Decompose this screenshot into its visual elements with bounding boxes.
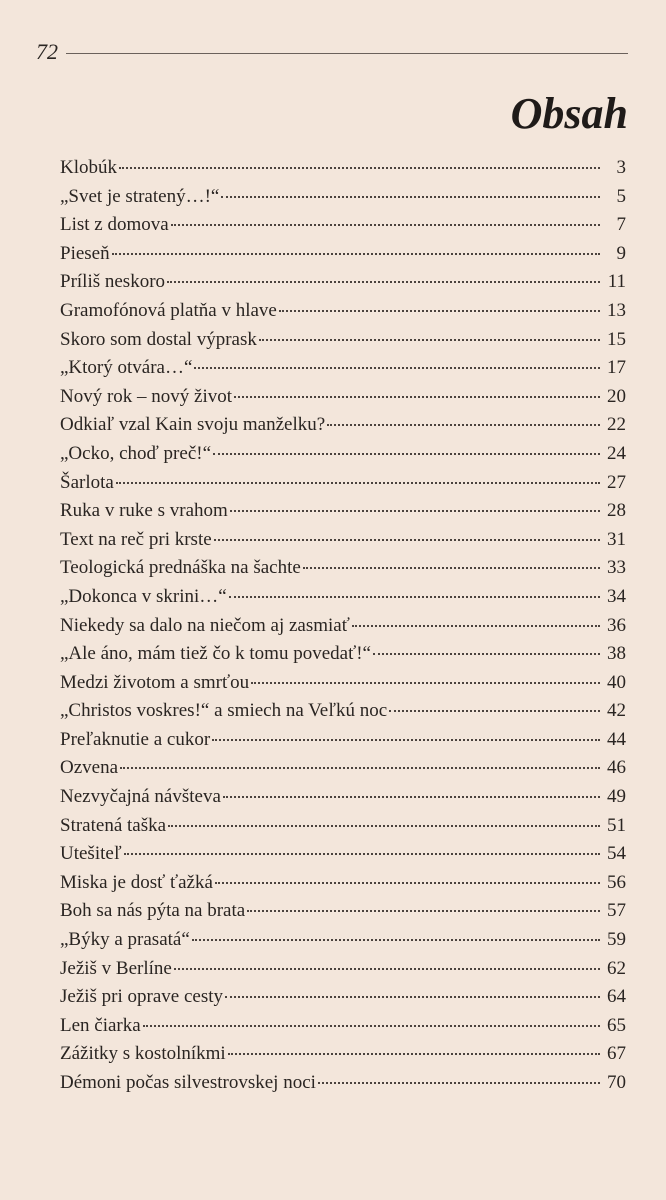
toc-entry <box>60 640 626 669</box>
dot-leader <box>225 996 600 998</box>
dot-leader <box>212 739 600 741</box>
toc-entry-title: „Svet je stratený…!“ <box>60 185 220 207</box>
dot-leader <box>247 910 600 912</box>
toc-entry-page: 51 <box>607 814 626 836</box>
toc-entry-page: 59 <box>607 929 626 951</box>
toc-entry-title: Pieseň <box>60 242 110 264</box>
toc-entry-page: 49 <box>607 786 626 808</box>
toc-entry <box>60 955 626 984</box>
toc-entry-title: Ježiš pri oprave cesty <box>60 986 224 1008</box>
dot-leader <box>213 453 600 455</box>
toc-entry-title: „Ocko, choď preč!“ <box>60 442 212 464</box>
dot-leader <box>303 567 600 569</box>
toc-entry-page: 62 <box>607 957 626 979</box>
toc-entry-page: 11 <box>607 271 626 293</box>
dot-leader <box>174 968 600 970</box>
toc-entry-page: 28 <box>607 500 626 522</box>
toc-entry-page: 40 <box>607 671 626 693</box>
toc-entry-page: 38 <box>607 643 626 665</box>
toc-entry-page: 44 <box>607 728 626 750</box>
toc-entry-title: Niekedy sa dalo na niečom aj zasmiať <box>60 614 350 636</box>
dot-leader <box>192 939 600 941</box>
toc-entry-title: Gramofónová platňa v hlave <box>60 299 277 321</box>
toc-entry-page: 34 <box>607 585 626 607</box>
toc-entry <box>60 469 626 498</box>
toc-entry <box>60 840 626 869</box>
toc-entry-title: Preľaknutie a cukor <box>60 728 211 750</box>
toc-entry-title: Príliš neskoro <box>60 271 166 293</box>
toc-entry <box>60 411 626 440</box>
dot-leader <box>143 1025 600 1027</box>
toc-entry <box>60 697 626 726</box>
toc-entry-title: Skoro som dostal výprask <box>60 328 257 350</box>
header-rule <box>66 53 628 54</box>
page-title: Obsah <box>510 89 628 138</box>
toc-entry-page: 57 <box>607 900 626 922</box>
toc-entry <box>60 1012 626 1041</box>
toc-entry <box>60 783 626 812</box>
toc-entry-title: List z domova <box>60 214 169 236</box>
dot-leader <box>120 767 600 769</box>
dot-leader <box>318 1082 600 1084</box>
dot-leader <box>279 310 600 312</box>
toc-entry <box>60 497 626 526</box>
toc-entry-page: 22 <box>607 414 626 436</box>
toc-entry-title: Boh sa nás pýta na brata <box>60 900 246 922</box>
toc-entry-page: 3 <box>616 157 626 178</box>
toc-entry-page: 9 <box>616 242 626 264</box>
toc-entry-page: 64 <box>607 986 626 1008</box>
dot-leader <box>373 653 600 655</box>
toc-entry <box>60 211 626 240</box>
toc-entry-page: 65 <box>607 1014 626 1036</box>
toc-entry-page: 46 <box>607 757 626 779</box>
toc-entry <box>60 897 626 926</box>
toc-entry <box>60 926 626 955</box>
toc-entry-page: 33 <box>607 557 626 579</box>
toc-entry-title: Ježiš v Berlíne <box>60 957 172 979</box>
toc-entry <box>60 754 626 783</box>
toc-entry-title: Odkiaľ vzal Kain svoju manželku? <box>60 414 326 436</box>
toc-entry <box>60 440 626 469</box>
toc-entry <box>60 726 626 755</box>
toc-entry <box>60 869 626 898</box>
toc-entry-page: 7 <box>616 214 626 236</box>
toc-entry-title: Medzi životom a smrťou <box>60 671 250 693</box>
toc-entry <box>60 297 626 326</box>
toc-entry <box>60 983 626 1012</box>
toc-entry-page: 36 <box>607 614 626 636</box>
dot-leader <box>230 510 600 512</box>
toc-entry <box>60 1069 626 1098</box>
toc-entry-page: 13 <box>607 299 626 321</box>
toc-entry-title: Ruka v ruke s vrahom <box>60 500 228 522</box>
toc-entry-title: „Býky a prasatá“ <box>60 929 190 951</box>
dot-leader <box>251 682 600 684</box>
toc-entry <box>60 326 626 355</box>
toc-entry <box>60 1040 626 1069</box>
toc-entry <box>60 383 626 412</box>
dot-leader <box>327 424 600 426</box>
toc-entry <box>60 554 626 583</box>
toc-entry <box>60 354 626 383</box>
toc-entry-page: 54 <box>607 843 626 865</box>
table-of-contents <box>60 154 626 1098</box>
toc-entry-title: „Ale áno, mám tiež čo k tomu povedať!“ <box>60 643 371 665</box>
toc-entry-page: 17 <box>607 357 626 379</box>
dot-leader <box>259 339 600 341</box>
dot-leader <box>119 167 600 169</box>
toc-entry <box>60 526 626 555</box>
dot-leader <box>167 281 600 283</box>
toc-entry <box>60 812 626 841</box>
dot-leader <box>223 796 600 798</box>
toc-entry-page: 5 <box>616 185 626 207</box>
toc-entry-title: Nezvyčajná návšteva <box>60 786 221 808</box>
dot-leader <box>168 825 600 827</box>
dot-leader <box>171 224 600 226</box>
toc-entry-page: 20 <box>607 385 626 407</box>
dot-leader <box>389 710 600 712</box>
dot-leader <box>221 196 600 198</box>
dot-leader <box>352 625 600 627</box>
toc-entry <box>60 154 626 183</box>
toc-entry <box>60 669 626 698</box>
dot-leader <box>124 853 600 855</box>
dot-leader <box>229 596 600 598</box>
toc-entry-title: Šarlota <box>60 471 114 493</box>
toc-entry-title: Stratená taška <box>60 814 167 836</box>
toc-entry <box>60 612 626 641</box>
toc-entry-page: 70 <box>607 1072 626 1093</box>
toc-entry-page: 42 <box>607 700 626 722</box>
toc-entry-title: Teologická prednáška na šachte <box>60 557 301 579</box>
toc-entry-title: „Dokonca v skrini…“ <box>60 585 227 607</box>
toc-entry-page: 15 <box>607 328 626 350</box>
toc-entry-page: 27 <box>607 471 626 493</box>
dot-leader <box>214 539 600 541</box>
dot-leader <box>116 482 600 484</box>
toc-entry-page: 56 <box>607 871 626 893</box>
toc-entry-title: Zážitky s kostolníkmi <box>60 1043 226 1065</box>
toc-entry <box>60 240 626 269</box>
toc-entry-page: 24 <box>607 442 626 464</box>
toc-entry-title: Nový rok – nový život <box>60 385 233 407</box>
toc-entry-title: Klobúk <box>60 157 117 178</box>
toc-entry-page: 67 <box>607 1043 626 1065</box>
toc-entry-title: Ozvena <box>60 757 119 779</box>
dot-leader <box>112 253 600 255</box>
toc-entry-page: 31 <box>607 528 626 550</box>
page-header <box>36 40 628 64</box>
page-number: 72 <box>36 39 58 64</box>
toc-entry <box>60 268 626 297</box>
toc-entry-title: Miska je dosť ťažká <box>60 871 213 893</box>
toc-entry-title: „Ktorý otvára…“ <box>60 357 193 379</box>
dot-leader <box>234 396 600 398</box>
dot-leader <box>194 367 600 369</box>
toc-entry-title: Len čiarka <box>60 1014 141 1036</box>
dot-leader <box>228 1053 600 1055</box>
toc-entry-title: „Christos voskres!“ a smiech na Veľkú noc <box>60 700 388 722</box>
dot-leader <box>215 882 600 884</box>
toc-entry-title: Text na reč pri krste <box>60 528 212 550</box>
toc-entry <box>60 183 626 212</box>
toc-entry <box>60 583 626 612</box>
toc-entry-title: Utešiteľ <box>60 843 122 865</box>
toc-entry-title: Démoni počas silvestrovskej noci <box>60 1072 316 1093</box>
